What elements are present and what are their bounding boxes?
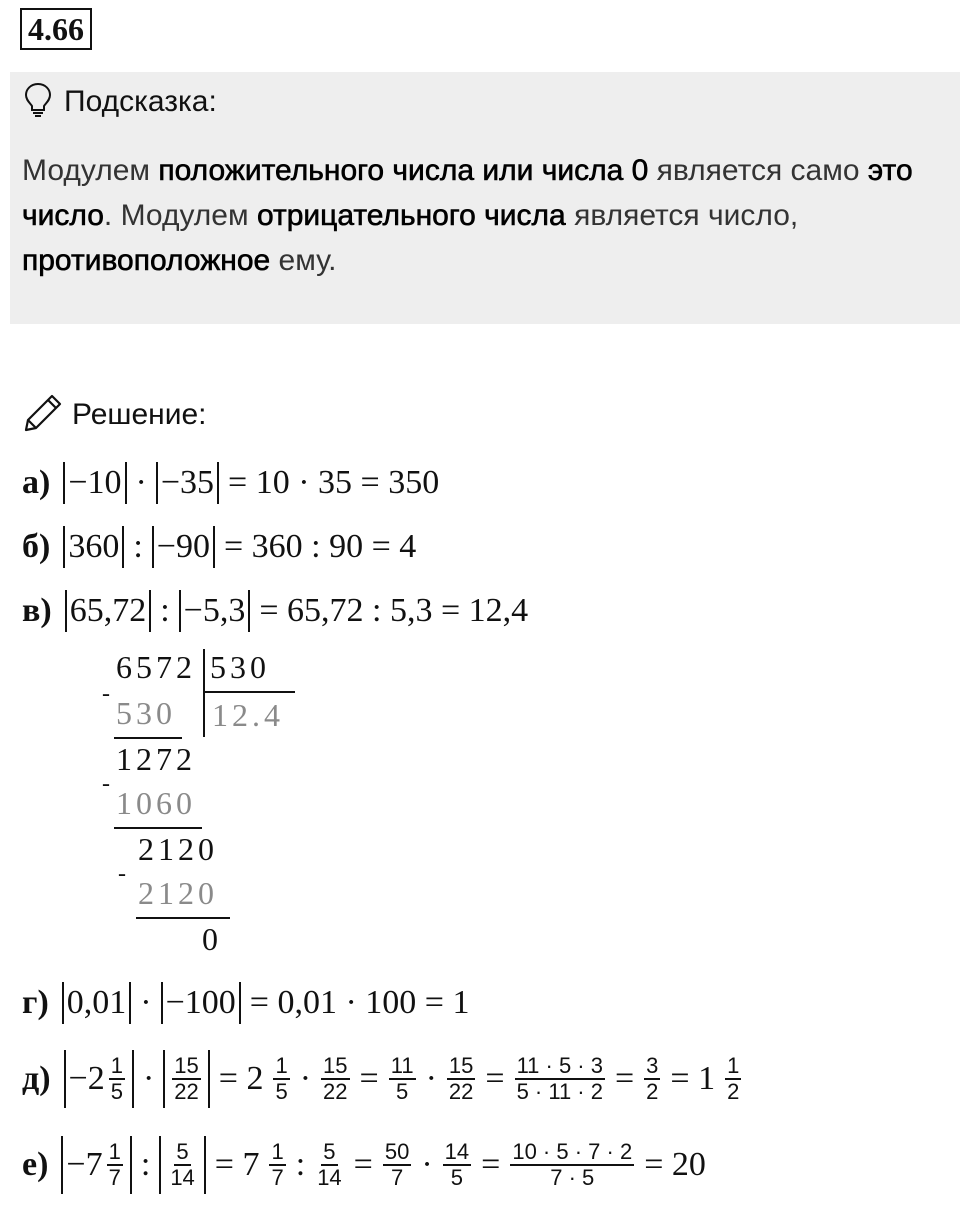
equals: = 2 (218, 1060, 264, 1097)
whole-part: −2 (68, 1060, 105, 1097)
hint-text-bold: отрицательного числа (256, 199, 566, 232)
abs-value (156, 462, 219, 504)
operator: · (299, 1060, 312, 1097)
fraction (447, 1054, 475, 1104)
abs-value (152, 526, 215, 568)
numerator: 1 (108, 1139, 121, 1164)
operator: · (140, 984, 152, 1021)
numerator: 14 (444, 1139, 470, 1164)
quotient: 12.4 (212, 697, 284, 733)
hint-header (22, 82, 217, 122)
remainder-row: 2120 (138, 831, 218, 867)
minus-sign: - (102, 681, 110, 707)
denominator: 7 (390, 1165, 404, 1190)
solution-line-d (22, 982, 475, 1024)
line-label: в) (22, 592, 52, 629)
denominator: 5 · 11 · 2 (516, 1079, 603, 1104)
numerator: 11 · 5 · 3 (516, 1053, 603, 1078)
line-label: е) (22, 1146, 49, 1183)
hint-title: Подсказка: (64, 85, 217, 118)
hint-text-bold: положительного числа или числа 0 (158, 154, 649, 187)
line-label: г) (22, 984, 49, 1021)
denominator: 14 (170, 1165, 195, 1190)
lightbulb-icon (22, 81, 54, 124)
hint-text-bold: противоположное (22, 244, 271, 277)
result: = 360 : 90 = 4 (223, 528, 417, 565)
numerator: 1 (727, 1053, 740, 1078)
solution-line-f (22, 1136, 712, 1194)
fraction (383, 1140, 411, 1190)
operator: : (133, 528, 143, 565)
operator: : (295, 1146, 306, 1183)
abs-value (62, 982, 132, 1024)
abs-content: 360 (68, 528, 120, 565)
denominator: 5 (275, 1079, 288, 1104)
numerator: 15 (448, 1053, 474, 1078)
denominator: 22 (448, 1079, 474, 1104)
fraction (725, 1054, 741, 1104)
numerator: 10 · 5 · 7 · 2 (512, 1139, 633, 1164)
denominator: 5 (450, 1165, 464, 1190)
abs-value (61, 1136, 131, 1194)
division-vertical-line (203, 649, 205, 737)
pencil-icon (22, 392, 64, 439)
operator: · (421, 1146, 433, 1183)
numerator: 1 (110, 1053, 123, 1078)
line-label: д) (22, 1060, 51, 1097)
numerator: 5 (176, 1139, 189, 1164)
quotient-line (203, 691, 295, 693)
fraction (168, 1140, 196, 1190)
operator: · (425, 1060, 437, 1097)
operator: : (140, 1146, 151, 1183)
equals: = (353, 1146, 373, 1183)
abs-value (64, 1050, 134, 1108)
abs-value (161, 982, 241, 1024)
numerator: 50 (384, 1139, 410, 1164)
denominator: 7 (271, 1165, 284, 1190)
solution-line-a (22, 462, 445, 504)
minus-sign: - (102, 771, 110, 797)
denominator: 5 (396, 1079, 409, 1104)
equals: = (614, 1060, 635, 1097)
abs-content: 0,01 (66, 984, 127, 1021)
line-label: б) (22, 528, 51, 565)
hint-text-part: ему. (270, 244, 337, 277)
fraction (321, 1054, 349, 1104)
denominator: 22 (323, 1079, 348, 1104)
abs-value (159, 1136, 205, 1194)
equals: = 1 (670, 1060, 716, 1097)
whole-part: −7 (66, 1146, 103, 1183)
equals: = 20 (644, 1146, 706, 1183)
numerator: 15 (323, 1053, 348, 1078)
fraction (107, 1140, 123, 1190)
solution-header (22, 393, 206, 437)
solution-line-c (22, 590, 534, 632)
numerator: 11 (390, 1053, 414, 1078)
solution-title: Решение: (72, 398, 207, 431)
operator: · (142, 1060, 155, 1097)
equals: = (359, 1060, 379, 1097)
equals: = (485, 1060, 505, 1097)
minus-sign: - (118, 861, 126, 887)
fraction (510, 1140, 634, 1190)
abs-content: −35 (160, 464, 215, 501)
abs-value (63, 526, 124, 568)
line-label: а) (22, 464, 51, 501)
denominator: 5 (110, 1079, 123, 1104)
denominator: 7 · 5 (550, 1165, 595, 1190)
abs-value (163, 1050, 209, 1108)
numerator: 5 (323, 1139, 336, 1164)
abs-content: −100 (165, 984, 236, 1021)
solution-line-b (22, 526, 422, 568)
denominator: 2 (646, 1079, 659, 1104)
dividend: 6572 (116, 649, 196, 685)
hint-text-part: является само (648, 154, 868, 187)
hint-text-part: Модулем (22, 154, 159, 187)
equals: = (481, 1146, 501, 1183)
abs-content: −5,3 (183, 592, 246, 629)
numerator: 1 (271, 1139, 284, 1164)
subtraction-line (114, 827, 202, 829)
operator: · (135, 464, 147, 501)
equals: = 7 (214, 1146, 260, 1183)
divisor: 530 (210, 649, 270, 685)
result: = 10 · 35 = 350 (228, 464, 440, 501)
numerator: 3 (646, 1053, 659, 1078)
final-remainder: 0 (202, 921, 222, 957)
denominator: 14 (317, 1165, 342, 1190)
hint-text-part: является число, (565, 199, 799, 232)
subtraction-line (114, 737, 182, 739)
abs-content: 65,72 (69, 592, 147, 629)
subtraction-line (136, 917, 230, 919)
subtrahend-row: 1060 (116, 785, 196, 821)
operator: : (160, 592, 170, 629)
fraction (109, 1054, 125, 1104)
fraction (315, 1140, 343, 1190)
numerator: 15 (174, 1053, 199, 1078)
fraction (443, 1140, 471, 1190)
denominator: 22 (174, 1079, 199, 1104)
denominator: 2 (727, 1079, 740, 1104)
fraction (644, 1054, 660, 1104)
fraction (172, 1054, 200, 1104)
abs-content: −10 (68, 464, 122, 501)
subtrahend-row: 2120 (138, 875, 218, 911)
hint-text-part: . Модулем (103, 199, 257, 232)
abs-value (179, 590, 251, 632)
abs-content: −90 (156, 528, 210, 565)
solution-line-e (22, 1050, 745, 1108)
fraction (269, 1140, 285, 1190)
result: = 0,01 · 100 = 1 (249, 984, 470, 1021)
abs-value (63, 462, 126, 504)
long-division (100, 645, 320, 965)
hint-text (22, 148, 947, 283)
fraction (515, 1054, 605, 1104)
hint-text-bold: это число (22, 154, 913, 232)
subtrahend-row: 530 (116, 695, 176, 731)
numerator: 1 (275, 1053, 288, 1078)
abs-value (65, 590, 152, 632)
fraction (389, 1054, 416, 1104)
result: = 65,72 : 5,3 = 12,4 (259, 592, 529, 629)
fraction (273, 1054, 289, 1104)
denominator: 7 (108, 1165, 121, 1190)
problem-number: 4.66 (20, 8, 92, 50)
remainder-row: 1272 (116, 741, 196, 777)
